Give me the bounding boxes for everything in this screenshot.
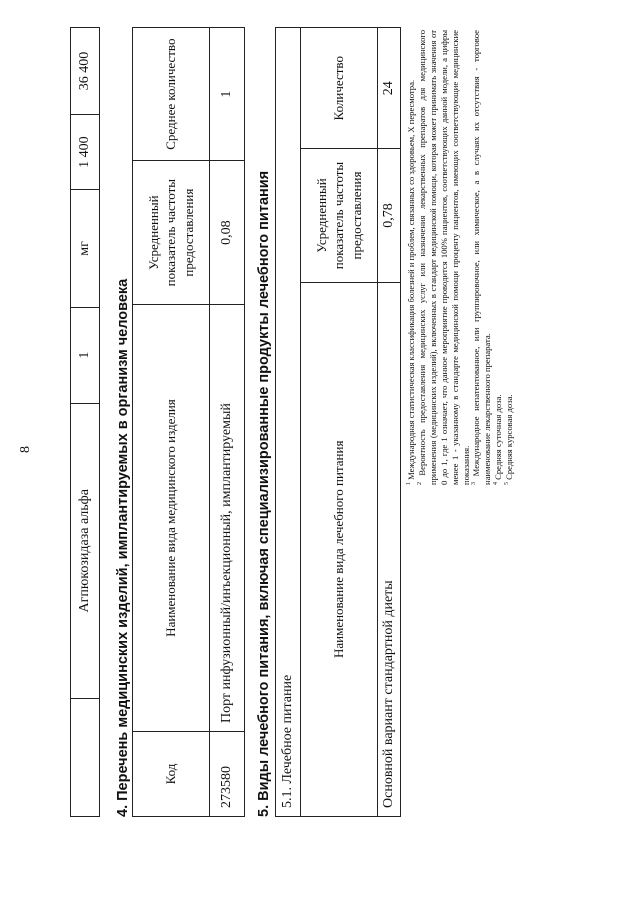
footnote: $^4$ Средняя суточная доза. (493, 394, 504, 485)
col-header-code: Код (133, 732, 210, 817)
nutrition-quantity-cell: 24 (378, 28, 401, 149)
drug-continuation-table (70, 27, 100, 817)
therapeutic-nutrition-table (275, 27, 401, 817)
subsection-label: 5.1. Лечебное питание (276, 28, 301, 817)
course-dose-cell: 36 400 (71, 28, 100, 115)
unit-cell: мг (71, 190, 100, 307)
table-row (210, 28, 245, 817)
frequency-cell: 1 (71, 307, 100, 403)
section-4-title: 4. Перечень медицинских изделий, имплантируемых в организм человека (115, 278, 131, 817)
footnote: $^2$ Вероятность предоставления медицинских услуг или назначения лекарственных препаратов для медицинского применения (медицинских изделий), включенных в стандарт медицинской помощи, которая может принимать значения от 0 до 1, где 1 означает, что данное мероприятие проводится 100% пациентов, соответствующих данной модели, а цифры менее 1 - указанному в стандарте медицинской помощи проценту пациентов, имеющих соответствующие медицинские показания. (416, 29, 471, 485)
col-header-device-name: Наименование вида медицинского изделия (133, 305, 210, 732)
table-header-row (301, 28, 378, 817)
device-code-cell: 273580 (210, 732, 245, 817)
device-frequency-cell: 0,08 (210, 161, 245, 305)
col-header-quantity: Количество (301, 28, 378, 149)
nutrition-name-cell: Основной вариант стандартной диеты (378, 282, 401, 816)
page-number: 8 (18, 446, 33, 453)
col-header-nutrition-name: Наименование вида лечебного питания (301, 282, 378, 816)
daily-dose-cell: 1 400 (71, 114, 100, 189)
col-header-frequency: Усредненный показатель частоты предоставления (301, 149, 378, 282)
table-row (71, 28, 100, 817)
empty-code-cell (71, 698, 100, 816)
medical-devices-table (132, 27, 245, 817)
footnote: $^3$ Международное непатентованное, или группировочное, или химическое, а в случаях их отсутствия - торговое наименование лекарственного препарата. (471, 30, 493, 485)
subsection-row (276, 28, 301, 817)
device-quantity-cell: 1 (210, 28, 245, 161)
footnote: $^5$ Средняя курсовая доза. (504, 394, 515, 485)
nutrition-frequency-cell: 0,78 (378, 149, 401, 282)
table-header-row (133, 28, 210, 817)
col-header-quantity: Среднее количество (133, 28, 210, 161)
footnotes (406, 30, 515, 485)
drug-name-cell: Агпюкозидаза альфа (71, 403, 100, 698)
table-row (378, 28, 401, 817)
section-5-title: 5. Виды лечебного питания, включая специализированные продукты лечебного питания (256, 170, 272, 817)
footnote: $^1$ Международная статистическая классификация болезней и проблем, связанных со здоровьем, X пересмотра. (406, 79, 416, 485)
device-name-cell: Порт инфузионный/инъекционный, имплантируемый (210, 305, 245, 732)
col-header-frequency: Усредненный показатель частоты предоставления (133, 161, 210, 305)
